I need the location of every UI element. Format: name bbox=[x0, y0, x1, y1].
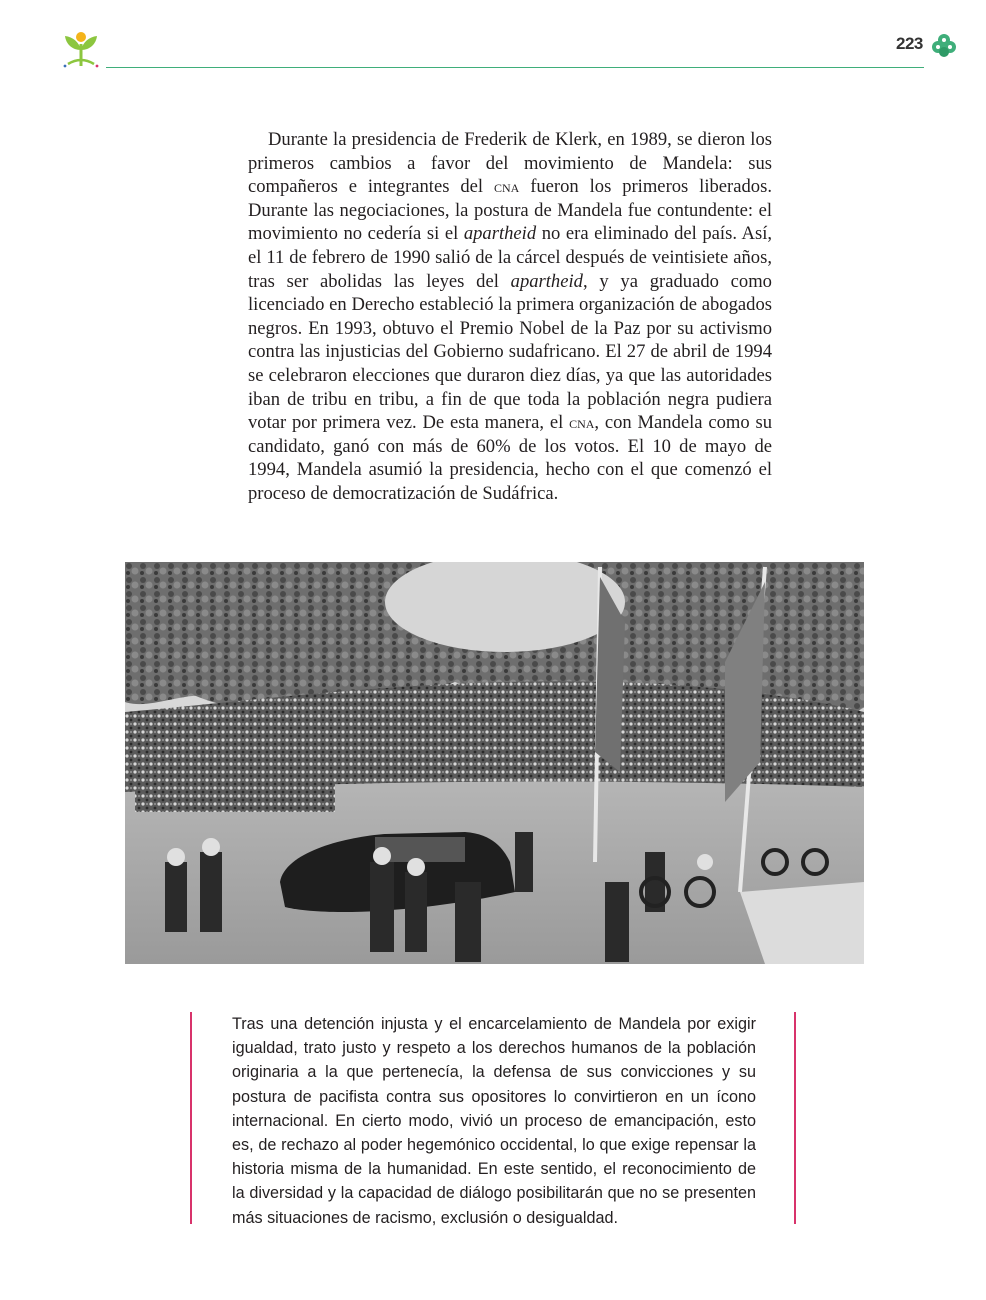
acronym-cna: cna bbox=[493, 177, 520, 197]
page-number: 223 bbox=[896, 34, 923, 53]
sprout-figure-icon bbox=[58, 26, 104, 72]
term-apartheid: apartheid bbox=[463, 223, 537, 245]
sidebar-text: Tras una detención injusta y el encarcelamiento de Mandela por exigir igualdad, trato justo y respeto a los derechos humanos de la población originaria a la que pertenecía, la defensa de sus convicciones y su postura de pacifista contra sus opositores lo convirtieron en un ícono internacional. En cierto modo, vivió un proceso de emancipación, esto es, de rechazo al poder hegemónico occidental, lo que exige repensar la historia misma de la humanidad. En este sentido, el reconocimiento de la diversidad y la capacidad de diálogo posibilitarán que no se presenten más situaciones de racismo, exclusión o desigualdad. bbox=[232, 1015, 756, 1227]
sidebar-rule-right bbox=[794, 1012, 796, 1224]
main-paragraph: Durante la presidencia de Frederik de Klerk, en 1989, se dieron los primeros cambios a favor del movimiento de Mandela: sus compañeros e integrantes del cna fueron los primeros liberados. Durante las negociaciones, la postura de Mandela fue contundente: el movimiento no cedería si el apartheid no era eliminado del país. Así, el 11 de febrero de 1990 salió de la cárcel después de veintisiete años, tras ser abolidas las leyes del apartheid, y ya graduado como licenciado en Derecho estableció la primera organización de abogados negros. En 1993, obtuvo el Premio Nobel de la Paz por su activismo contra las injusticias del Gobierno sudafricano. El 27 de abril de 1994 se celebraron elecciones que duraron diez días, ya que las autoridades iban de tribu en tribu, a fin de que toda la población negra pudiera votar por primera vez. De esta manera, el cna, con Mandela como su candidato, ganó con más de 60% de los votos. El 10 de mayo de 1994, Mandela asumió la presidencia, hecho con el que comenzó el proceso de democratización de Sudáfrica. bbox=[248, 129, 773, 504]
historical-photograph bbox=[125, 562, 864, 964]
clover-icon bbox=[930, 32, 958, 60]
header-rule bbox=[106, 67, 924, 68]
sidebar-rule-left bbox=[190, 1012, 192, 1224]
term-apartheid: apartheid bbox=[510, 270, 583, 292]
acronym-cna: cna bbox=[569, 413, 595, 433]
